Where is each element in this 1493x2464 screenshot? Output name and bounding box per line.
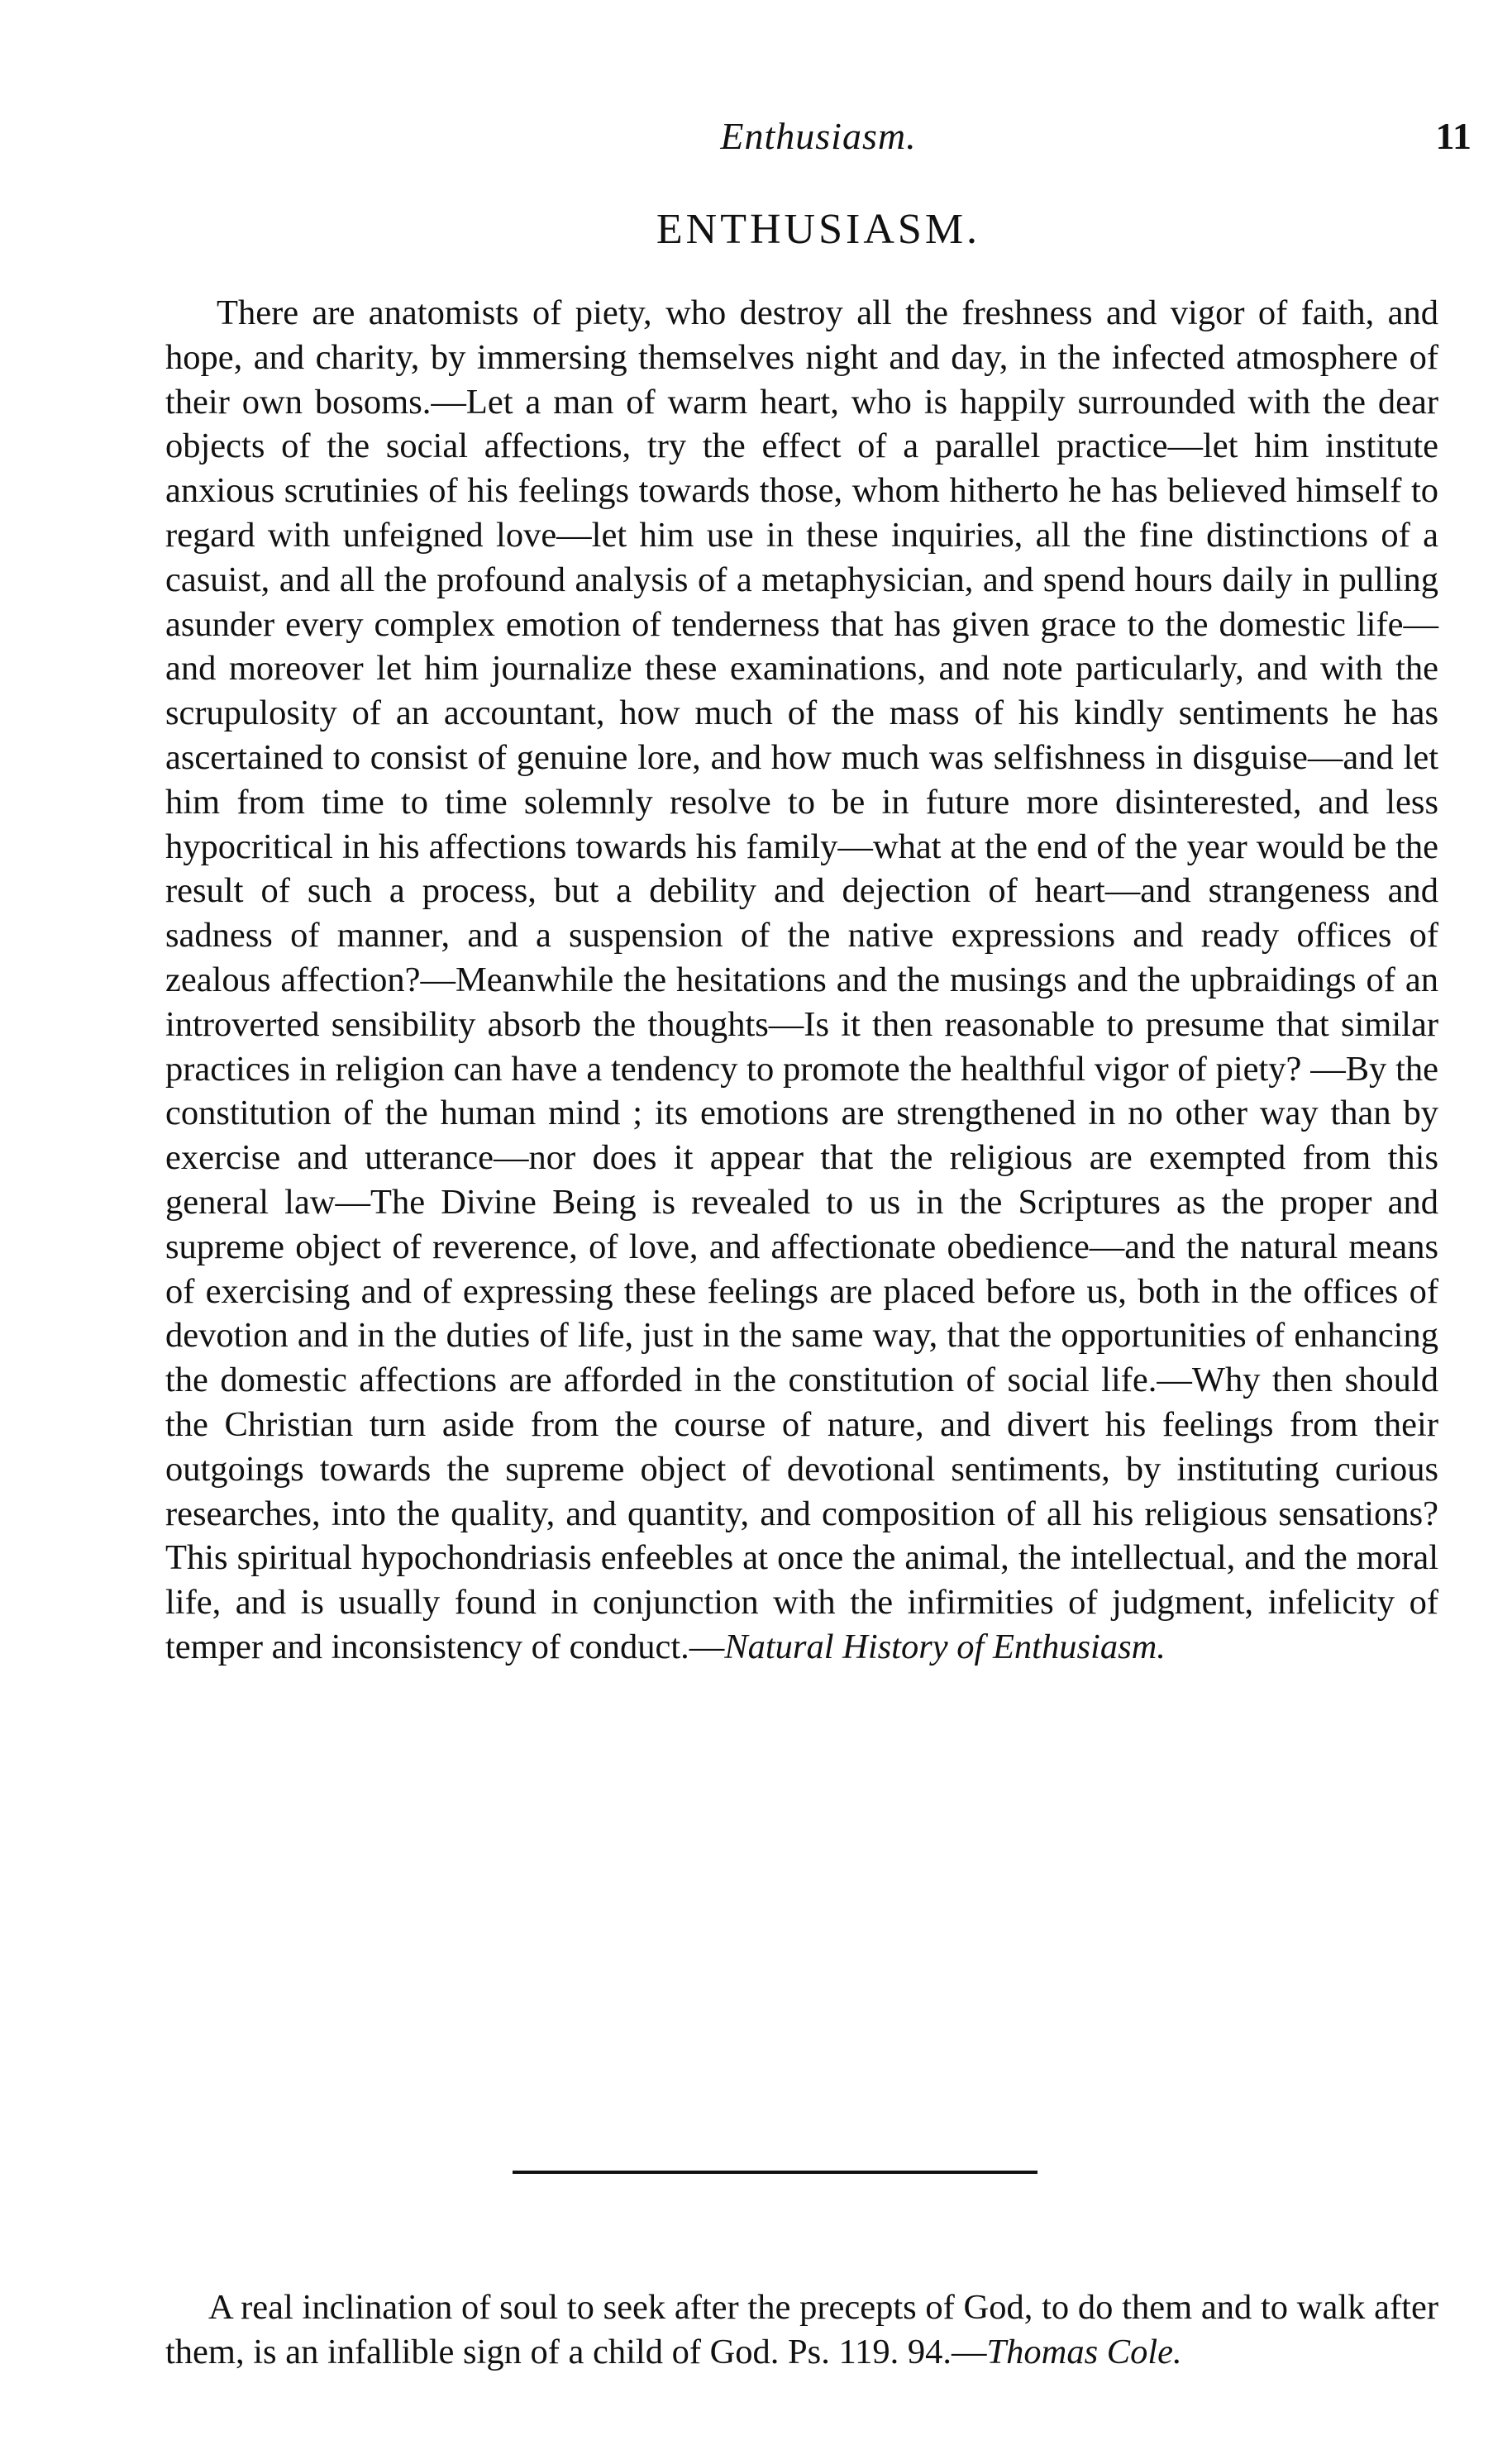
closing-quote-text: A real inclination of soul to seek after the precepts of God, to do them and to walk after them, is an infallible sign of a child of God. Ps. 119. 94.— [165,2288,1438,2371]
article-heading: ENTHUSIASM. [656,206,981,253]
page-number: 11 [1435,115,1472,157]
running-head [165,114,1472,164]
closing-quote [165,2285,1438,2375]
closing-quote-attribution: Thomas Cole. [986,2332,1182,2371]
article-source: Natural History of Enthusiasm. [724,1627,1166,1666]
article-body [165,291,1438,1670]
running-title: Enthusiasm. [720,115,917,157]
article-body-text: There are anatomists of piety, who destroy all the freshness and vigor of faith, and hope, and charity, by immersing themselves night and day, in the infected atmosphere of their own bosoms.—Let a man of warm heart, who is happily surrounded with the dear objects of the social affections, try the effect of a parallel practice—let him institute anxious scrutinies of his feelings towards those, whom hitherto he has believed himself to regard with unfeigned love—let him use in these inquiries, all the fine distinctions of a casuist, and all the profound analysis of a metaphysician, and spend hours daily in pulling asunder every complex emotion of tenderness that has given grace to the domestic life—and moreover let him journalize these examinations, and note particularly, and with the scrupulosity of an accountant, how much of the mass of his kindly sentiments he has ascertained to consist of genuine lore, and how much was selfishness in disguise—and let him from time to time solemnly resolve to be in future more disinterested, and less hypocritical in his affections towards his family—what at the end of the year would be the result of such a process, but a debility and dejection of heart—and strangeness and sadness of manner, and a suspension of the native expressions and ready offices of zealous affection?—Meanwhile the hesitations and the musings and the upbraidings of an introverted sensibility absorb the thoughts—Is it then reasonable to presume that similar practices in religion can have a tendency to promote the healthful vigor of piety? —By the constitution of the human mind ; its emotions are strengthened in no other way than by exercise and utterance—nor does it appear that the religious are exempted from this general law—The Divine Being is revealed to us in the Scriptures as the proper and supreme object of reverence, of love, and affectionate obedience—and the natural means of exercising and of expressing these feelings are placed before us, both in the offices of devotion and in the duties of life, just in the same way, that the opportunities of enhancing the domestic affections are afforded in the constitution of social life.—Why then should the Christian turn aside from the course of nature, and divert his feelings from their outgoings towards the supreme object of devotional sentiments, by instituting curious researches, into the quality, and quantity, and composition of all his religious sensations? This spiritual hypochondriasis enfeebles at once the animal, the intellectual, and the moral life, and is usually found in conjunction with the infirmities of judgment, infelicity of temper and inconsistency of conduct.— [165,293,1438,1666]
section-divider [513,2171,1037,2174]
